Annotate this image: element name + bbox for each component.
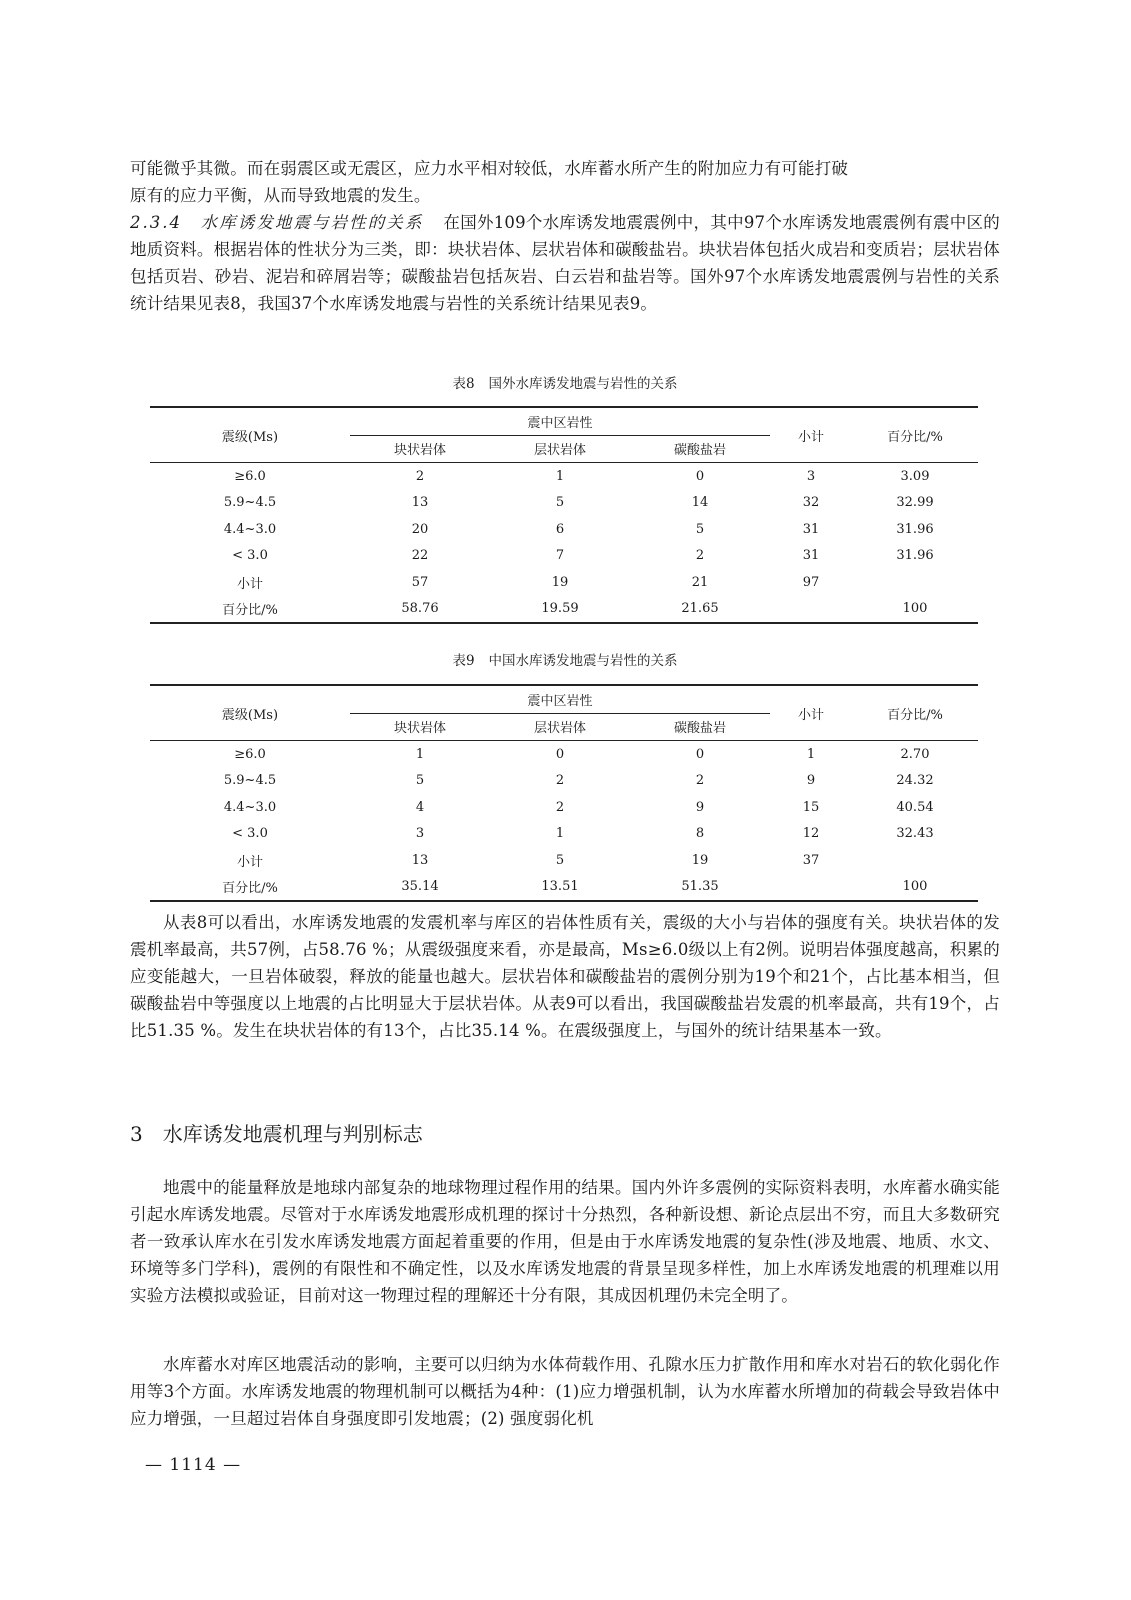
- table-cell: 9: [695, 799, 705, 815]
- table-9-caption: [130, 649, 1000, 669]
- table-cell: 40.54: [896, 799, 934, 815]
- table-cell: < 3.0: [232, 548, 268, 564]
- table-row: [150, 596, 978, 624]
- table-cell: 21: [691, 574, 709, 590]
- table-cell: 3: [770, 463, 852, 490]
- section-2-3-4: [130, 209, 1000, 317]
- table-cell: 31.96: [896, 521, 934, 537]
- header-carbonate-rock: 碳酸盐岩: [673, 721, 726, 737]
- table-cell: 3.09: [852, 463, 978, 490]
- table-cell: 57: [411, 574, 429, 590]
- header-layered-rock: 层状岩体: [533, 443, 586, 459]
- table-cell: 31.96: [896, 548, 934, 564]
- table-cell: 12: [802, 826, 820, 842]
- table-cell: [770, 596, 852, 624]
- table-cell: 1: [555, 826, 565, 842]
- header-percent: 百分比/%: [852, 685, 978, 741]
- table-cell: 1: [490, 463, 630, 490]
- table-row: [150, 741, 978, 768]
- paragraph-text: 地震中的能量释放是地球内部复杂的地球物理过程作用的结果。国内外许多震例的实际资料表明，水库蓄水确实能引起水库诱发地震。尽管对于水库诱发地震形成机理的探讨十分热烈，各种新设想、新论点层出不穷，而且大多数研究者一致承认库水在引发水库诱发地震方面起着重要的作用，但是由于水库诱发地震的复杂性(涉及地震、地质、水文、环境等多门学科)，震例的有限性和不确定性，以及水库诱发地震的背景呈现多样性，加上水库诱发地震的机理难以用实验方法模拟或验证，目前对这一物理过程的理解还十分有限，其成因机理仍未完全明了。: [130, 1178, 1000, 1305]
- header-subtotal: 小计: [770, 685, 852, 741]
- table-row: [150, 516, 978, 543]
- header-subtotal: 小计: [770, 407, 852, 463]
- table-cell: 4.4~3.0: [223, 799, 277, 815]
- table-row: [150, 847, 978, 874]
- table-cell: 8: [695, 826, 705, 842]
- table-row: [150, 874, 978, 902]
- paragraph-text: 水库蓄水对库区地震活动的影响，主要可以归纳为水体荷载作用、孔隙水压力扩散作用和库水对岩石的软化弱化作用等3个方面。水库诱发地震的物理机制可以概括为4种：(1)应力增强机制，认为水库蓄水所增加的荷载会导致岩体中应力增强，一旦超过岩体自身强度即引发地震；(2) 强度弱化机: [130, 1355, 1000, 1428]
- table-cell: 32.99: [896, 495, 934, 511]
- table-cell: 5.9~4.5: [223, 773, 277, 789]
- table-row: [150, 463, 978, 490]
- table-cell: ≥6.0: [150, 741, 350, 768]
- header-lithology-group: 震中区岩性: [350, 407, 770, 435]
- table-cell: 0: [630, 463, 770, 490]
- header-lithology-group: 震中区岩性: [350, 685, 770, 713]
- table-row: [150, 543, 978, 570]
- paragraph-text: 从表8可以看出，水库诱发地震的发震机率与库区的岩体性质有关，震级的大小与岩体的强度有关。块状岩体的发震机率最高，共57例，占58.76 %；从震级强度来看，亦是最高，Ms≥6.0级以上有2例。说明岩体强度越高，积累的应变能越大，一旦岩体破裂，释放的能量也越大。层状岩体和碳酸盐岩的震例分别为19个和21个，占比基本相当，但碳酸盐岩中等强度以上地震的占比明显大于层状岩体。从表9可以看出，我国碳酸盐岩发震的机率最高，共有19个，占比51.35 %。发生在块状岩体的有13个，占比35.14 %。在震级强度上，与国外的统计结果基本一致。: [130, 913, 1000, 1040]
- paragraph-section3-2: [130, 1351, 1000, 1432]
- table-cell: 32: [802, 495, 820, 511]
- section-body: 在国外109个水库诱发地震震例中，其中97个水库诱发地震震例有震中区的地质资料。根据岩体的性状分为三类，即：块状岩体、层状岩体和碳酸盐岩。块状岩体包括火成岩和变质岩；层状岩体包括页岩、砂岩、泥岩和碎屑岩等；碳酸盐岩包括灰岩、白云岩和盐岩等。国外97个水库诱发地震震例与岩性的关系统计结果见表8，我国37个水库诱发地震与岩性的关系统计结果见表9。: [130, 213, 1000, 313]
- table-cell: 19: [551, 574, 569, 590]
- table-cell: 5: [415, 773, 425, 789]
- table-cell: 1: [770, 741, 852, 768]
- table-row: [150, 821, 978, 848]
- paragraph-analysis: [130, 909, 1000, 1044]
- table-cell: 100: [852, 874, 978, 902]
- table-cell: 20: [411, 521, 429, 537]
- table-cell: 19: [691, 852, 709, 868]
- table-cell: 小计: [236, 576, 263, 592]
- table-cell: 2: [695, 773, 705, 789]
- header-layered-rock: 层状岩体: [533, 721, 586, 737]
- table-cell: 51.35: [630, 874, 770, 902]
- table-8: [150, 406, 978, 624]
- table-cell: 百分比/%: [150, 596, 350, 624]
- table-cell: 35.14: [350, 874, 490, 902]
- page-number: — 1114 —: [145, 1455, 242, 1475]
- header-carbonate-rock: 碳酸盐岩: [673, 443, 726, 459]
- table-row: [150, 794, 978, 821]
- header-magnitude: 震级(Ms): [150, 685, 350, 741]
- section-number: 3: [130, 1122, 143, 1146]
- table-cell: 15: [802, 799, 820, 815]
- table-cell: 22: [411, 548, 429, 564]
- paragraph-section3-1: [130, 1174, 1000, 1309]
- table-cell: 0: [630, 741, 770, 768]
- table-cell: 3: [415, 826, 425, 842]
- table-cell: 24.32: [896, 773, 934, 789]
- header-magnitude: 震级(Ms): [150, 407, 350, 463]
- table-cell: 5: [555, 852, 565, 868]
- paragraph-line: 可能微乎其微。而在弱震区或无震区，应力水平相对较低，水库蓄水所产生的附加应力有可能打破: [130, 159, 849, 178]
- table-cell: 5.9~4.5: [223, 495, 277, 511]
- table-cell: 2: [350, 463, 490, 490]
- paragraph-continuation: [130, 155, 1000, 209]
- header-massive-rock: 块状岩体: [393, 443, 446, 459]
- table-cell: 6: [555, 521, 565, 537]
- table-cell: 58.76: [350, 596, 490, 624]
- table-cell: 小计: [236, 854, 263, 870]
- table-cell: 31: [802, 521, 820, 537]
- table-cell: 31: [802, 548, 820, 564]
- header-percent: 百分比/%: [852, 407, 978, 463]
- table-row: [150, 768, 978, 795]
- table-cell: 5: [695, 521, 705, 537]
- table-cell: 13.51: [490, 874, 630, 902]
- table-cell: 0: [490, 741, 630, 768]
- table-cell: 32.43: [896, 826, 934, 842]
- table-cell: ≥6.0: [150, 463, 350, 490]
- table-cell: 1: [350, 741, 490, 768]
- table-cell: 7: [555, 548, 565, 564]
- section-3-heading: [130, 1118, 423, 1147]
- table-cell: < 3.0: [232, 826, 268, 842]
- table-cell: 37: [802, 852, 820, 868]
- table-cell: 4: [415, 799, 425, 815]
- table-cell: 2.70: [852, 741, 978, 768]
- section-heading: 2.3.4 水库诱发地震与岩性的关系: [130, 213, 424, 232]
- table-cell: 2: [695, 548, 705, 564]
- table-cell: [852, 569, 978, 596]
- table-8-caption: [130, 372, 1000, 392]
- table-9: [150, 684, 978, 902]
- section-title: 水库诱发地震机理与判别标志: [162, 1122, 423, 1146]
- header-massive-rock: 块状岩体: [393, 721, 446, 737]
- table-cell: 13: [411, 495, 429, 511]
- table-cell: 21.65: [630, 596, 770, 624]
- table-number: 表8: [452, 376, 475, 392]
- table-row: [150, 569, 978, 596]
- table-cell: 2: [555, 773, 565, 789]
- table-cell: 5: [555, 495, 565, 511]
- table-cell: 百分比/%: [150, 874, 350, 902]
- table-number: 表9: [452, 653, 475, 669]
- table-cell: [852, 847, 978, 874]
- table-title: 中国水库诱发地震与岩性的关系: [488, 653, 678, 669]
- paragraph-line: 原有的应力平衡，从而导致地震的发生。: [130, 186, 431, 205]
- table-cell: 97: [802, 574, 820, 590]
- table-cell: 9: [806, 773, 816, 789]
- table-cell: 13: [411, 852, 429, 868]
- table-title: 国外水库诱发地震与岩性的关系: [488, 376, 678, 392]
- table-cell: 100: [852, 596, 978, 624]
- table-cell: 4.4~3.0: [223, 521, 277, 537]
- table-cell: 2: [555, 799, 565, 815]
- table-cell: 19.59: [490, 596, 630, 624]
- table-cell: [770, 874, 852, 902]
- table-row: [150, 490, 978, 517]
- table-cell: 14: [691, 495, 709, 511]
